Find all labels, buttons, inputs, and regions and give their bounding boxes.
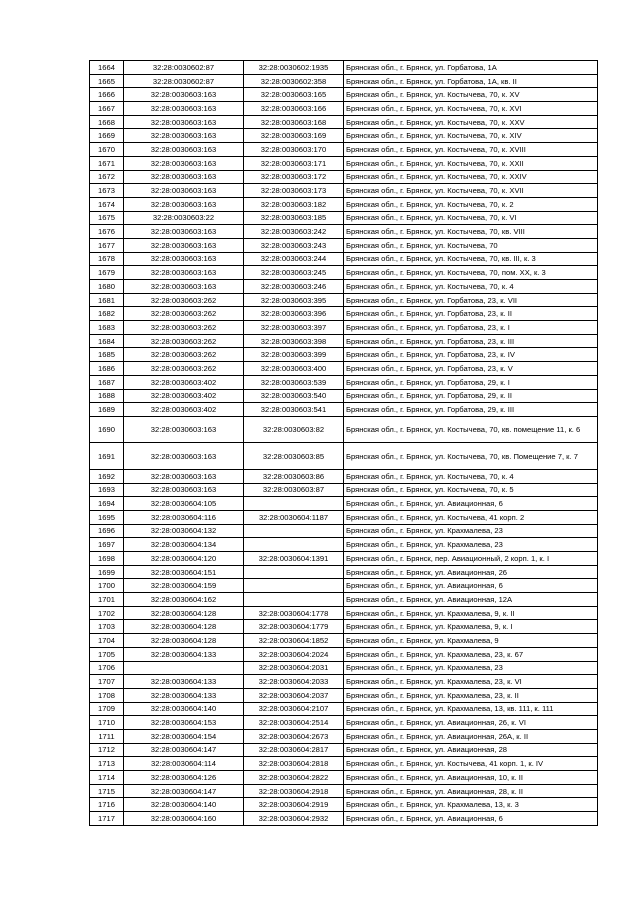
land-cadastral-number-cell: 32:28:0030604:114 xyxy=(124,757,244,771)
building-cadastral-number-cell: 32:28:0030604:2031 xyxy=(244,661,344,675)
row-number-cell: 1690 xyxy=(90,416,124,443)
table-row xyxy=(90,362,598,376)
building-cadastral-number-cell: 32:28:0030603:165 xyxy=(244,88,344,102)
building-cadastral-number-cell xyxy=(244,524,344,538)
table-row xyxy=(90,321,598,335)
land-cadastral-number-cell: 32:28:0030603:262 xyxy=(124,293,244,307)
address-cell: Брянская обл., г. Брянск, ул. Крахмалева, 23, к. II xyxy=(344,688,598,702)
building-cadastral-number-cell xyxy=(244,593,344,607)
row-number-cell: 1692 xyxy=(90,469,124,483)
land-cadastral-number-cell: 32:28:0030603:262 xyxy=(124,321,244,335)
land-cadastral-number-cell: 32:28:0030603:163 xyxy=(124,129,244,143)
row-number-cell: 1683 xyxy=(90,321,124,335)
address-cell: Брянская обл., г. Брянск, ул. Крахмалева, 13, кв. 111, к. 111 xyxy=(344,702,598,716)
address-cell: Брянская обл., г. Брянск, ул. Костычева, 70, к. 2 xyxy=(344,197,598,211)
address-cell: Брянская обл., г. Брянск, ул. Горбатова, 23, к. II xyxy=(344,307,598,321)
table-row xyxy=(90,307,598,321)
table-row xyxy=(90,716,598,730)
row-number-cell: 1714 xyxy=(90,771,124,785)
land-cadastral-number-cell: 32:28:0030604:128 xyxy=(124,620,244,634)
row-number-cell: 1667 xyxy=(90,102,124,116)
row-number-cell: 1691 xyxy=(90,443,124,470)
address-cell: Брянская обл., г. Брянск, ул. Горбатова, 23, к. III xyxy=(344,334,598,348)
address-cell: Брянская обл., г. Брянск, пер. Авиационный, 2 корп. 1, к. I xyxy=(344,552,598,566)
building-cadastral-number-cell: 32:28:0030603:541 xyxy=(244,403,344,417)
table-row xyxy=(90,552,598,566)
row-number-cell: 1695 xyxy=(90,510,124,524)
row-number-cell: 1709 xyxy=(90,702,124,716)
land-cadastral-number-cell xyxy=(124,661,244,675)
land-cadastral-number-cell: 32:28:0030602:87 xyxy=(124,74,244,88)
address-cell: Брянская обл., г. Брянск, ул. Костычева, 70, к. 5 xyxy=(344,483,598,497)
land-cadastral-number-cell: 32:28:0030604:133 xyxy=(124,688,244,702)
building-cadastral-number-cell: 32:28:0030603:171 xyxy=(244,156,344,170)
building-cadastral-number-cell: 32:28:0030604:2033 xyxy=(244,675,344,689)
address-cell: Брянская обл., г. Брянск, ул. Авиационная, 28, к. II xyxy=(344,784,598,798)
land-cadastral-number-cell: 32:28:0030604:133 xyxy=(124,647,244,661)
land-cadastral-number-cell: 32:28:0030604:147 xyxy=(124,743,244,757)
row-number-cell: 1716 xyxy=(90,798,124,812)
address-cell: Брянская обл., г. Брянск, ул. Костычева, 70, к. XIV xyxy=(344,129,598,143)
table-row xyxy=(90,143,598,157)
land-cadastral-number-cell: 32:28:0030603:163 xyxy=(124,416,244,443)
building-cadastral-number-cell: 32:28:0030603:400 xyxy=(244,362,344,376)
table-row xyxy=(90,483,598,497)
row-number-cell: 1702 xyxy=(90,606,124,620)
land-cadastral-number-cell: 32:28:0030603:163 xyxy=(124,443,244,470)
table-row xyxy=(90,211,598,225)
building-cadastral-number-cell: 32:28:0030604:2919 xyxy=(244,798,344,812)
building-cadastral-number-cell: 32:28:0030604:2037 xyxy=(244,688,344,702)
land-cadastral-number-cell: 32:28:0030604:153 xyxy=(124,716,244,730)
building-cadastral-number-cell: 32:28:0030604:2514 xyxy=(244,716,344,730)
building-cadastral-number-cell: 32:28:0030603:243 xyxy=(244,238,344,252)
building-cadastral-number-cell: 32:28:0030603:169 xyxy=(244,129,344,143)
land-cadastral-number-cell: 32:28:0030603:402 xyxy=(124,389,244,403)
row-number-cell: 1708 xyxy=(90,688,124,702)
building-cadastral-number-cell: 32:28:0030604:1852 xyxy=(244,634,344,648)
building-cadastral-number-cell: 32:28:0030603:540 xyxy=(244,389,344,403)
table-row xyxy=(90,334,598,348)
land-cadastral-number-cell: 32:28:0030603:262 xyxy=(124,362,244,376)
row-number-cell: 1698 xyxy=(90,552,124,566)
row-number-cell: 1685 xyxy=(90,348,124,362)
building-cadastral-number-cell: 32:28:0030603:399 xyxy=(244,348,344,362)
table-row xyxy=(90,280,598,294)
row-number-cell: 1681 xyxy=(90,293,124,307)
building-cadastral-number-cell: 32:28:0030604:2818 xyxy=(244,757,344,771)
land-cadastral-number-cell: 32:28:0030603:163 xyxy=(124,184,244,198)
table-row xyxy=(90,688,598,702)
building-cadastral-number-cell: 32:28:0030603:244 xyxy=(244,252,344,266)
table-row xyxy=(90,771,598,785)
table-row xyxy=(90,661,598,675)
table-row xyxy=(90,469,598,483)
address-cell: Брянская обл., г. Брянск, ул. Костычева, 70, кв. VIII xyxy=(344,225,598,239)
table-row xyxy=(90,524,598,538)
table-row xyxy=(90,416,598,443)
building-cadastral-number-cell: 32:28:0030603:185 xyxy=(244,211,344,225)
row-number-cell: 1687 xyxy=(90,375,124,389)
row-number-cell: 1674 xyxy=(90,197,124,211)
address-cell: Брянская обл., г. Брянск, ул. Костычева, 41 корп. 2 xyxy=(344,510,598,524)
row-number-cell: 1697 xyxy=(90,538,124,552)
table-row xyxy=(90,675,598,689)
land-cadastral-number-cell: 32:28:0030603:163 xyxy=(124,483,244,497)
building-cadastral-number-cell: 32:28:0030603:82 xyxy=(244,416,344,443)
building-cadastral-number-cell: 32:28:0030603:397 xyxy=(244,321,344,335)
row-number-cell: 1673 xyxy=(90,184,124,198)
land-cadastral-number-cell: 32:28:0030603:163 xyxy=(124,225,244,239)
address-cell: Брянская обл., г. Брянск, ул. Костычева, 70, к. XVIII xyxy=(344,143,598,157)
land-cadastral-number-cell: 32:28:0030604:147 xyxy=(124,784,244,798)
row-number-cell: 1686 xyxy=(90,362,124,376)
land-cadastral-number-cell: 32:28:0030604:105 xyxy=(124,497,244,511)
building-cadastral-number-cell: 32:28:0030604:2932 xyxy=(244,812,344,826)
address-cell: Брянская обл., г. Брянск, ул. Авиационная, 28 xyxy=(344,743,598,757)
address-cell: Брянская обл., г. Брянск, ул. Крахмалева, 9, к. II xyxy=(344,606,598,620)
address-cell: Брянская обл., г. Брянск, ул. Горбатова, 29, к. III xyxy=(344,403,598,417)
land-cadastral-number-cell: 32:28:0030603:402 xyxy=(124,403,244,417)
row-number-cell: 1668 xyxy=(90,115,124,129)
table-row xyxy=(90,88,598,102)
address-cell: Брянская обл., г. Брянск, ул. Крахмалева, 9, к. I xyxy=(344,620,598,634)
land-cadastral-number-cell: 32:28:0030603:163 xyxy=(124,143,244,157)
land-cadastral-number-cell: 32:28:0030604:160 xyxy=(124,812,244,826)
row-number-cell: 1703 xyxy=(90,620,124,634)
row-number-cell: 1684 xyxy=(90,334,124,348)
building-cadastral-number-cell: 32:28:0030603:182 xyxy=(244,197,344,211)
table-row xyxy=(90,389,598,403)
land-cadastral-number-cell: 32:28:0030603:163 xyxy=(124,88,244,102)
table-row xyxy=(90,403,598,417)
table-row xyxy=(90,156,598,170)
table-row xyxy=(90,74,598,88)
table-row xyxy=(90,620,598,634)
building-cadastral-number-cell: 32:28:0030604:1187 xyxy=(244,510,344,524)
table-row xyxy=(90,565,598,579)
row-number-cell: 1680 xyxy=(90,280,124,294)
building-cadastral-number-cell: 32:28:0030602:358 xyxy=(244,74,344,88)
table-row xyxy=(90,115,598,129)
table-row xyxy=(90,634,598,648)
table-row xyxy=(90,102,598,116)
land-cadastral-number-cell: 32:28:0030604:116 xyxy=(124,510,244,524)
land-cadastral-number-cell: 32:28:0030604:162 xyxy=(124,593,244,607)
address-cell: Брянская обл., г. Брянск, ул. Горбатова, 23, к. IV xyxy=(344,348,598,362)
building-cadastral-number-cell: 32:28:0030603:242 xyxy=(244,225,344,239)
land-cadastral-number-cell: 32:28:0030603:262 xyxy=(124,307,244,321)
address-cell: Брянская обл., г. Брянск, ул. Авиационная, 26 xyxy=(344,565,598,579)
land-cadastral-number-cell: 32:28:0030604:126 xyxy=(124,771,244,785)
row-number-cell: 1666 xyxy=(90,88,124,102)
address-cell: Брянская обл., г. Брянск, ул. Крахмалева, 23 xyxy=(344,538,598,552)
row-number-cell: 1701 xyxy=(90,593,124,607)
land-cadastral-number-cell: 32:28:0030603:163 xyxy=(124,469,244,483)
land-cadastral-number-cell: 32:28:0030604:154 xyxy=(124,729,244,743)
address-cell: Брянская обл., г. Брянск, ул. Костычева, 70 xyxy=(344,238,598,252)
table-row xyxy=(90,170,598,184)
land-cadastral-number-cell: 32:28:0030603:402 xyxy=(124,375,244,389)
building-cadastral-number-cell: 32:28:0030603:245 xyxy=(244,266,344,280)
address-cell: Брянская обл., г. Брянск, ул. Авиационная, 26, к. VI xyxy=(344,716,598,730)
address-cell: Брянская обл., г. Брянск, ул. Горбатова, 23, к. VII xyxy=(344,293,598,307)
address-cell: Брянская обл., г. Брянск, ул. Костычева, 70, кв. Помещение 7, к. 7 xyxy=(344,443,598,470)
table-row xyxy=(90,757,598,771)
land-cadastral-number-cell: 32:28:0030604:133 xyxy=(124,675,244,689)
land-cadastral-number-cell: 32:28:0030603:163 xyxy=(124,170,244,184)
building-cadastral-number-cell: 32:28:0030603:396 xyxy=(244,307,344,321)
row-number-cell: 1669 xyxy=(90,129,124,143)
address-cell: Брянская обл., г. Брянск, ул. Крахмалева, 23 xyxy=(344,661,598,675)
address-cell: Брянская обл., г. Брянск, ул. Костычева, 70, к. XV xyxy=(344,88,598,102)
table-row xyxy=(90,184,598,198)
table-row xyxy=(90,702,598,716)
row-number-cell: 1694 xyxy=(90,497,124,511)
address-cell: Брянская обл., г. Брянск, ул. Горбатова, 1А, кв. II xyxy=(344,74,598,88)
table-row xyxy=(90,579,598,593)
address-cell: Брянская обл., г. Брянск, ул. Авиационная, 26А, к. II xyxy=(344,729,598,743)
land-cadastral-number-cell: 32:28:0030603:163 xyxy=(124,266,244,280)
address-cell: Брянская обл., г. Брянск, ул. Авиационная, 6 xyxy=(344,579,598,593)
row-number-cell: 1713 xyxy=(90,757,124,771)
land-cadastral-number-cell: 32:28:0030603:163 xyxy=(124,238,244,252)
address-cell: Брянская обл., г. Брянск, ул. Крахмалева, 9 xyxy=(344,634,598,648)
address-cell: Брянская обл., г. Брянск, ул. Костычева, 70, к. 4 xyxy=(344,280,598,294)
address-cell: Брянская обл., г. Брянск, ул. Авиационная, 6 xyxy=(344,497,598,511)
address-cell: Брянская обл., г. Брянск, ул. Костычева, 70, к. XVII xyxy=(344,184,598,198)
building-cadastral-number-cell: 32:28:0030603:539 xyxy=(244,375,344,389)
row-number-cell: 1677 xyxy=(90,238,124,252)
building-cadastral-number-cell: 32:28:0030604:2024 xyxy=(244,647,344,661)
row-number-cell: 1688 xyxy=(90,389,124,403)
row-number-cell: 1693 xyxy=(90,483,124,497)
building-cadastral-number-cell: 32:28:0030603:246 xyxy=(244,280,344,294)
table-row xyxy=(90,293,598,307)
land-cadastral-number-cell: 32:28:0030604:151 xyxy=(124,565,244,579)
table-row xyxy=(90,61,598,75)
row-number-cell: 1711 xyxy=(90,729,124,743)
building-cadastral-number-cell: 32:28:0030604:2817 xyxy=(244,743,344,757)
table-row xyxy=(90,647,598,661)
building-cadastral-number-cell: 32:28:0030603:172 xyxy=(244,170,344,184)
address-cell: Брянская обл., г. Брянск, ул. Горбатова, 29, к. II xyxy=(344,389,598,403)
row-number-cell: 1670 xyxy=(90,143,124,157)
land-cadastral-number-cell: 32:28:0030603:163 xyxy=(124,115,244,129)
building-cadastral-number-cell: 32:28:0030603:168 xyxy=(244,115,344,129)
address-cell: Брянская обл., г. Брянск, ул. Костычева, 70, пом. XX, к. 3 xyxy=(344,266,598,280)
table-row xyxy=(90,225,598,239)
address-cell: Брянская обл., г. Брянск, ул. Горбатова, 23, к. V xyxy=(344,362,598,376)
building-cadastral-number-cell: 32:28:0030603:170 xyxy=(244,143,344,157)
table-row xyxy=(90,238,598,252)
address-cell: Брянская обл., г. Брянск, ул. Костычева, 41 корп. 1, к. IV xyxy=(344,757,598,771)
row-number-cell: 1712 xyxy=(90,743,124,757)
land-cadastral-number-cell: 32:28:0030604:134 xyxy=(124,538,244,552)
land-cadastral-number-cell: 32:28:0030604:159 xyxy=(124,579,244,593)
table-row xyxy=(90,743,598,757)
table-row xyxy=(90,266,598,280)
row-number-cell: 1715 xyxy=(90,784,124,798)
table-row xyxy=(90,510,598,524)
row-number-cell: 1707 xyxy=(90,675,124,689)
row-number-cell: 1717 xyxy=(90,812,124,826)
address-cell: Брянская обл., г. Брянск, ул. Горбатова, 29, к. I xyxy=(344,375,598,389)
land-cadastral-number-cell: 32:28:0030602:87 xyxy=(124,61,244,75)
row-number-cell: 1679 xyxy=(90,266,124,280)
row-number-cell: 1671 xyxy=(90,156,124,170)
address-cell: Брянская обл., г. Брянск, ул. Костычева, 70, к. VI xyxy=(344,211,598,225)
row-number-cell: 1705 xyxy=(90,647,124,661)
land-cadastral-number-cell: 32:28:0030604:128 xyxy=(124,606,244,620)
land-cadastral-number-cell: 32:28:0030604:128 xyxy=(124,634,244,648)
building-cadastral-number-cell: 32:28:0030603:85 xyxy=(244,443,344,470)
address-cell: Брянская обл., г. Брянск, ул. Костычева, 70, к. XVI xyxy=(344,102,598,116)
table-row xyxy=(90,348,598,362)
table-row xyxy=(90,197,598,211)
table-row xyxy=(90,497,598,511)
row-number-cell: 1682 xyxy=(90,307,124,321)
address-cell: Брянская обл., г. Брянск, ул. Авиационная, 12А xyxy=(344,593,598,607)
land-cadastral-number-cell: 32:28:0030603:262 xyxy=(124,334,244,348)
address-cell: Брянская обл., г. Брянск, ул. Костычева, 70, к. XXV xyxy=(344,115,598,129)
table-row xyxy=(90,812,598,826)
row-number-cell: 1672 xyxy=(90,170,124,184)
row-number-cell: 1675 xyxy=(90,211,124,225)
land-cadastral-number-cell: 32:28:0030603:163 xyxy=(124,197,244,211)
building-cadastral-number-cell: 32:28:0030604:2107 xyxy=(244,702,344,716)
building-cadastral-number-cell: 32:28:0030604:2673 xyxy=(244,729,344,743)
row-number-cell: 1710 xyxy=(90,716,124,730)
row-number-cell: 1689 xyxy=(90,403,124,417)
land-cadastral-number-cell: 32:28:0030603:22 xyxy=(124,211,244,225)
land-cadastral-number-cell: 32:28:0030604:120 xyxy=(124,552,244,566)
building-cadastral-number-cell xyxy=(244,565,344,579)
land-cadastral-number-cell: 32:28:0030603:163 xyxy=(124,280,244,294)
cadastral-register-table xyxy=(89,60,598,826)
table-row xyxy=(90,593,598,607)
building-cadastral-number-cell xyxy=(244,497,344,511)
row-number-cell: 1696 xyxy=(90,524,124,538)
table-row xyxy=(90,538,598,552)
table-row xyxy=(90,798,598,812)
address-cell: Брянская обл., г. Брянск, ул. Крахмалева, 23 xyxy=(344,524,598,538)
building-cadastral-number-cell: 32:28:0030603:86 xyxy=(244,469,344,483)
table-row xyxy=(90,129,598,143)
building-cadastral-number-cell: 32:28:0030602:1935 xyxy=(244,61,344,75)
table-row xyxy=(90,784,598,798)
land-cadastral-number-cell: 32:28:0030604:132 xyxy=(124,524,244,538)
building-cadastral-number-cell: 32:28:0030604:1779 xyxy=(244,620,344,634)
address-cell: Брянская обл., г. Брянск, ул. Авиационная, 6 xyxy=(344,812,598,826)
land-cadastral-number-cell: 32:28:0030603:262 xyxy=(124,348,244,362)
address-cell: Брянская обл., г. Брянск, ул. Костычева, 70, к. XXII xyxy=(344,156,598,170)
address-cell: Брянская обл., г. Брянск, ул. Костычева, 70, кв. III, к. 3 xyxy=(344,252,598,266)
building-cadastral-number-cell: 32:28:0030604:1778 xyxy=(244,606,344,620)
building-cadastral-number-cell xyxy=(244,579,344,593)
land-cadastral-number-cell: 32:28:0030603:163 xyxy=(124,252,244,266)
table-row xyxy=(90,729,598,743)
land-cadastral-number-cell: 32:28:0030604:140 xyxy=(124,798,244,812)
building-cadastral-number-cell: 32:28:0030603:173 xyxy=(244,184,344,198)
building-cadastral-number-cell: 32:28:0030603:87 xyxy=(244,483,344,497)
address-cell: Брянская обл., г. Брянск, ул. Костычева, 70, кв. помещение 11, к. 6 xyxy=(344,416,598,443)
table-row xyxy=(90,443,598,470)
address-cell: Брянская обл., г. Брянск, ул. Авиационная, 10, к. II xyxy=(344,771,598,785)
address-cell: Брянская обл., г. Брянск, ул. Горбатова, 23, к. I xyxy=(344,321,598,335)
building-cadastral-number-cell: 32:28:0030603:166 xyxy=(244,102,344,116)
building-cadastral-number-cell xyxy=(244,538,344,552)
address-cell: Брянская обл., г. Брянск, ул. Костычева, 70, к. XXIV xyxy=(344,170,598,184)
land-cadastral-number-cell: 32:28:0030603:163 xyxy=(124,156,244,170)
building-cadastral-number-cell: 32:28:0030604:2822 xyxy=(244,771,344,785)
row-number-cell: 1706 xyxy=(90,661,124,675)
row-number-cell: 1678 xyxy=(90,252,124,266)
row-number-cell: 1664 xyxy=(90,61,124,75)
address-cell: Брянская обл., г. Брянск, ул. Крахмалева, 23, к. VI xyxy=(344,675,598,689)
row-number-cell: 1699 xyxy=(90,565,124,579)
building-cadastral-number-cell: 32:28:0030603:395 xyxy=(244,293,344,307)
table-row xyxy=(90,375,598,389)
land-cadastral-number-cell: 32:28:0030603:163 xyxy=(124,102,244,116)
row-number-cell: 1700 xyxy=(90,579,124,593)
building-cadastral-number-cell: 32:28:0030604:1391 xyxy=(244,552,344,566)
row-number-cell: 1676 xyxy=(90,225,124,239)
table-row xyxy=(90,252,598,266)
address-cell: Брянская обл., г. Брянск, ул. Крахмалева, 23, к. 67 xyxy=(344,647,598,661)
address-cell: Брянская обл., г. Брянск, ул. Крахмалева, 13, к. 3 xyxy=(344,798,598,812)
row-number-cell: 1704 xyxy=(90,634,124,648)
table-row xyxy=(90,606,598,620)
address-cell: Брянская обл., г. Брянск, ул. Горбатова, 1А xyxy=(344,61,598,75)
row-number-cell: 1665 xyxy=(90,74,124,88)
building-cadastral-number-cell: 32:28:0030603:398 xyxy=(244,334,344,348)
building-cadastral-number-cell: 32:28:0030604:2918 xyxy=(244,784,344,798)
table-body xyxy=(90,61,598,826)
land-cadastral-number-cell: 32:28:0030604:140 xyxy=(124,702,244,716)
address-cell: Брянская обл., г. Брянск, ул. Костычева, 70, к. 4 xyxy=(344,469,598,483)
